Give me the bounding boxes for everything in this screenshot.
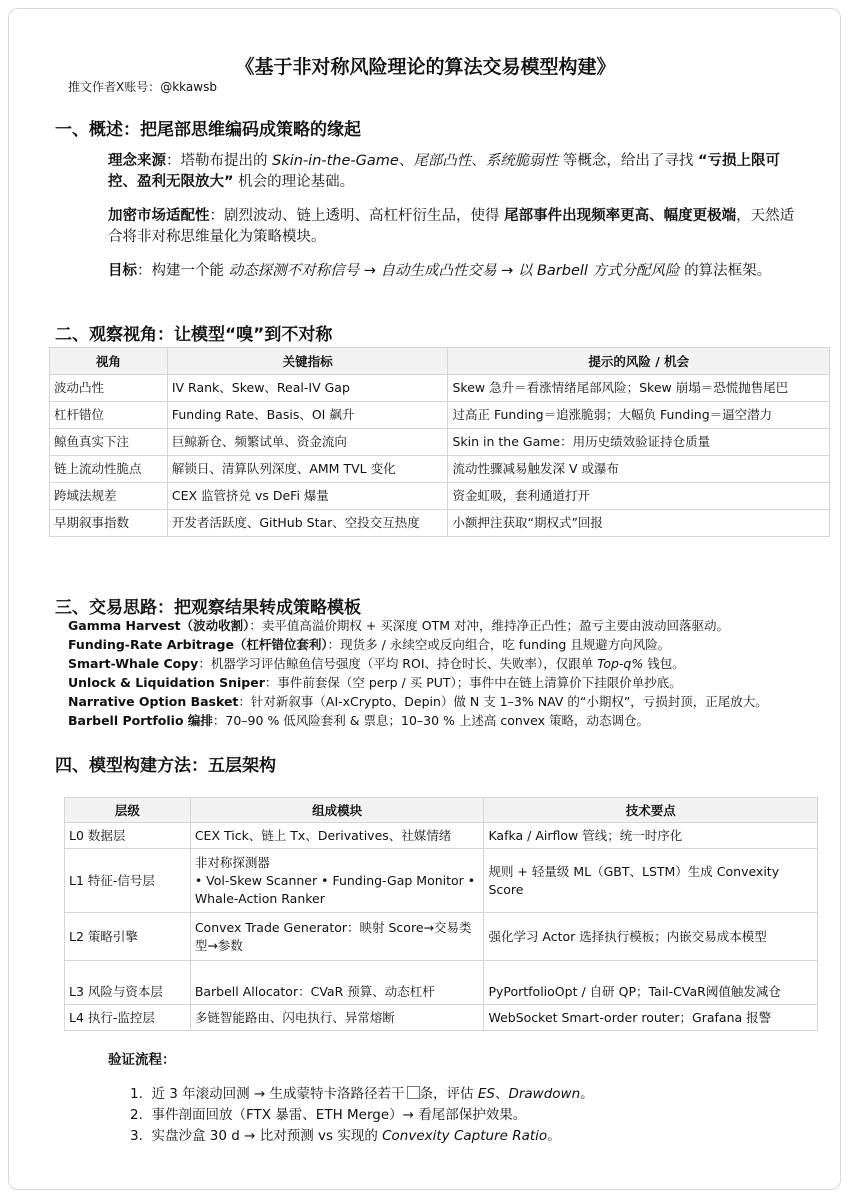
section-3-heading: 三、交易思路：把观察结果转成策略模板 [55, 598, 361, 618]
table-row [50, 510, 830, 537]
table-cell: Funding Rate、Basis、OI 飙升 [167, 402, 448, 429]
column-header: 关键指标 [167, 348, 448, 375]
strategy-item [68, 616, 838, 635]
architecture-table [64, 797, 818, 1031]
strategy-text: ：现货多 / 永续空或反向组合，吃 funding 且规避方向风险。 [327, 637, 671, 652]
strategy-name: Barbell Portfolio 编排 [68, 713, 213, 728]
strategy-item [68, 692, 838, 711]
table-cell: Skin in the Game：用历史绩效验证持仓质量 [448, 429, 830, 456]
step-text: 。 [580, 1086, 594, 1102]
text: 机会的理论基础。 [233, 174, 355, 190]
bold-text: 尾部事件出现频率更高、幅度更极端 [504, 208, 737, 224]
document-title: 《基于非对称风险理论的算法交易模型构建》 [235, 56, 616, 78]
text: ，天然适合将非对称思维量化为策略模块。 [108, 208, 795, 245]
strategy-item [68, 635, 838, 654]
table-cell: L1 特征-信号层 [65, 849, 191, 913]
module-title: 非对称探测器 [194, 854, 270, 870]
list-item [130, 1084, 594, 1105]
table-row [65, 1005, 818, 1031]
italic-text: Top-q% [597, 656, 644, 671]
italic-text: 动态探测不对称信号 → 自动生成凸性交易 → 以 Barbell 方式分配风险 [228, 263, 680, 279]
strategy-name: Smart-Whale Copy [68, 656, 199, 671]
table-row [50, 456, 830, 483]
table-row [50, 429, 830, 456]
column-header: 视角 [50, 348, 168, 375]
italic-text: Drawdown [508, 1086, 581, 1102]
table-cell: L2 策略引擎 [65, 913, 191, 961]
table-cell: Barbell Allocator：CVaR 预算、动态杠杆 [190, 961, 484, 1005]
text: 、 [398, 153, 414, 169]
text: 的算法框架。 [679, 263, 772, 279]
table-cell: CEX 监管挤兑 vs DeFi 爆量 [167, 483, 448, 510]
table-cell: Skew 急升＝看涨情绪尾部风险；Skew 崩塌＝恐慌抛售尾巴 [448, 375, 830, 402]
italic-text: 尾部凸性 [413, 153, 472, 169]
column-header: 技术要点 [484, 798, 818, 823]
table-cell: 鲸鱼真实下注 [50, 429, 168, 456]
label: 加密市场适配性 [108, 208, 210, 224]
column-header: 组成模块 [190, 798, 484, 823]
strategy-name: Narrative Option Basket [68, 694, 239, 709]
strategy-name: Funding-Rate Arbitrage（杠杆错位套利） [68, 637, 328, 652]
label: 理念来源 [108, 153, 166, 169]
table-row [65, 961, 818, 1005]
table-cell: L0 数据层 [65, 823, 191, 849]
table-cell: WebSocket Smart-order router；Grafana 报警 [484, 1005, 818, 1031]
section-4-heading: 四、模型构建方法：五层架构 [55, 756, 276, 776]
author-line: 推文作者X账号：@kkawsb [68, 80, 217, 94]
cursor-box-icon [407, 1086, 420, 1099]
paragraph-idea-source [108, 151, 808, 193]
column-header: 提示的风险 / 机会 [448, 348, 830, 375]
table-row [65, 849, 818, 913]
table-row [65, 913, 818, 961]
table-row [50, 402, 830, 429]
italic-text: Skin-in-the-Game [272, 153, 399, 169]
verification-title: 验证流程： [108, 1052, 176, 1068]
list-item [130, 1126, 594, 1147]
table-cell: CEX Tick、链上 Tx、Derivatives、社媒情绪 [190, 823, 484, 849]
table-cell: L4 执行-监控层 [65, 1005, 191, 1031]
table-cell: Convex Trade Generator：映射 Score→交易类型→参数 [190, 913, 484, 961]
strategy-text: ：针对新叙事（AI-xCrypto、Depin）做 N 支 1–3% NAV 的“小期权”，亏损封顶，正尾放大。 [238, 694, 768, 709]
list-item [130, 1105, 594, 1126]
table-cell: 规则 + 轻量级 ML（GBT、LSTM）生成 Convexity Score [484, 849, 818, 913]
step-text: 、 [494, 1086, 509, 1102]
table-cell: 跨域法规差 [50, 483, 168, 510]
text: 等概念，给出了寻找 [558, 153, 699, 169]
table-row [50, 483, 830, 510]
table-cell: 流动性骤减易触发深 V 或瀑布 [448, 456, 830, 483]
table-cell: IV Rank、Skew、Real-IV Gap [167, 375, 448, 402]
step-number: 3. [130, 1128, 143, 1144]
table-cell: 资金虹吸，套利通道打开 [448, 483, 830, 510]
table-cell: Kafka / Airflow 管线；统一时序化 [484, 823, 818, 849]
step-text: 实盘沙盒 30 d → 比对预测 vs 实现的 [151, 1128, 383, 1144]
table-cell: 小额押注获取“期权式”回报 [448, 510, 830, 537]
italic-text: ES [477, 1086, 495, 1102]
text: ：构建一个能 [137, 263, 229, 279]
table-cell: 解锁日、清算队列深度、AMM TVL 变化 [167, 456, 448, 483]
label: 目标 [108, 263, 137, 279]
step-text: 近 3 年滚动回测 → 生成蒙特卡洛路径若干 [151, 1086, 405, 1102]
table-cell: 波动凸性 [50, 375, 168, 402]
step-number: 1. [130, 1086, 143, 1102]
strategy-name: Gamma Harvest（波动收割） [68, 618, 250, 633]
strategy-item [68, 711, 838, 730]
observation-table [49, 347, 830, 537]
table-cell [190, 849, 484, 913]
table-cell: 早期叙事指数 [50, 510, 168, 537]
table-cell: 过高正 Funding＝追涨脆弱；大幅负 Funding＝逼空潜力 [448, 402, 830, 429]
step-text: 。 [547, 1128, 561, 1144]
paragraph-goal [108, 261, 808, 282]
step-number: 2. [130, 1107, 143, 1123]
module-detail: • Vol-Skew Scanner • Funding-Gap Monitor • Whale-Action Ranker [194, 872, 476, 906]
text: 、 [471, 153, 486, 169]
section-2-heading: 二、观察视角：让模型“嗅”到不对称 [55, 325, 333, 345]
table-cell: PyPortfolioOpt / 自研 QP；Tail-CVaR阈值触发减仓 [484, 961, 818, 1005]
column-header: 层级 [65, 798, 191, 823]
table-cell: 链上流动性脆点 [50, 456, 168, 483]
table-cell: 杠杆错位 [50, 402, 168, 429]
strategy-text: ：事件前套保（空 perp / 买 PUT）；事件中在链上清算价下挂限价单抄底。 [264, 675, 682, 690]
strategy-text: ：卖平值高溢价期权 + 买深度 OTM 对冲，维持净正凸性；盈亏主要由波动回落驱动。 [249, 618, 730, 633]
strategy-item [68, 654, 838, 673]
bold-text: “亏损上限可控、盈利无限放大” [108, 153, 781, 190]
verification-steps [130, 1084, 594, 1147]
strategy-text: 钱包。 [643, 656, 685, 671]
strategy-item [68, 673, 838, 692]
italic-text: 系统脆弱性 [485, 153, 559, 169]
strategy-name: Unlock & Liquidation Sniper [68, 675, 265, 690]
table-cell: 开发者活跃度、GitHub Star、空投交互热度 [167, 510, 448, 537]
text: ：塔勒布提出的 [166, 153, 273, 169]
step-text: 条，评估 [419, 1086, 478, 1102]
strategy-list [68, 616, 838, 730]
table-row [65, 823, 818, 849]
strategy-text: ：机器学习评估鲸鱼信号强度（平均 ROI、持仓时长、失败率），仅跟单 [198, 656, 598, 671]
text: ：剧烈波动、链上透明、高杠杆衍生品，使得 [209, 208, 505, 224]
section-1-heading: 一、概述：把尾部思维编码成策略的缘起 [55, 120, 361, 140]
table-cell: 多链智能路由、闪电执行、异常熔断 [190, 1005, 484, 1031]
step-text: 事件剖面回放（FTX 暴雷、ETH Merge）→ 看尾部保护效果。 [151, 1107, 527, 1123]
italic-text: Convexity Capture Ratio [382, 1128, 548, 1144]
table-cell: 巨鲸新仓、频繁试单、资金流向 [167, 429, 448, 456]
table-row [50, 375, 830, 402]
strategy-text: ：70–90 % 低风险套利 & 票息；10–30 % 上述高 convex 策略，动态调仓。 [212, 713, 650, 728]
paragraph-crypto-fit [108, 206, 808, 248]
table-cell: 强化学习 Actor 选择执行模板；内嵌交易成本模型 [484, 913, 818, 961]
table-cell: L3 风险与资本层 [65, 961, 191, 1005]
